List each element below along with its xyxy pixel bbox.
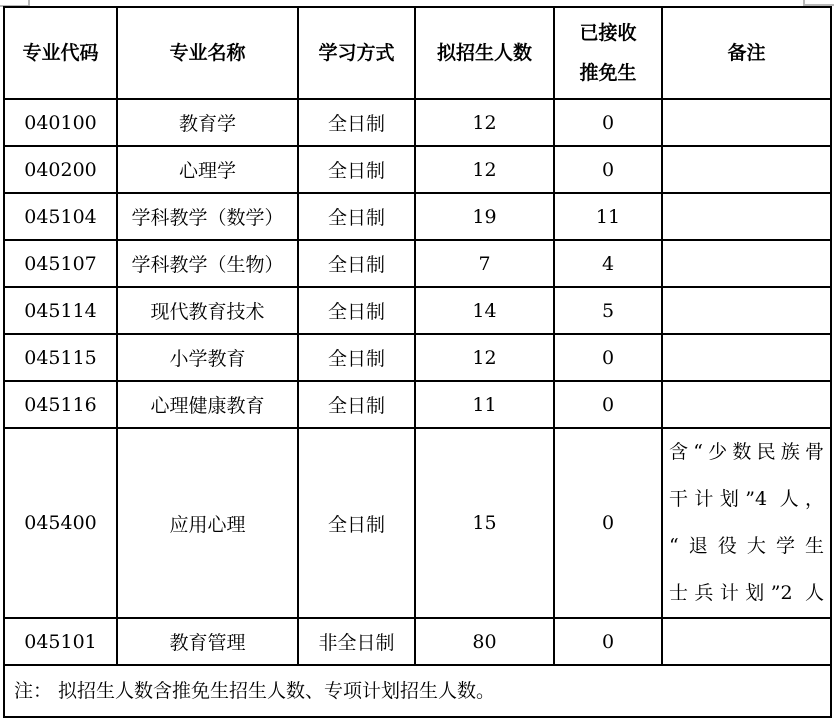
- remark-line: 含“少数民族骨: [669, 441, 824, 463]
- cell-mode: 全日制: [298, 428, 415, 618]
- column-header-planned: [415, 7, 554, 99]
- cell-name: 心理学: [117, 146, 298, 193]
- cell-code: 045104: [4, 193, 117, 240]
- table-body: [4, 99, 831, 665]
- cell-remark: [662, 240, 831, 287]
- cell-code: 045116: [4, 381, 117, 428]
- cell-name: 应用心理: [117, 428, 298, 618]
- column-header-code: [4, 7, 117, 99]
- cell-accepted: 0: [554, 428, 662, 618]
- cell-code: 045101: [4, 618, 117, 665]
- cell-name: 现代教育技术: [117, 287, 298, 334]
- column-header-accepted: [554, 7, 662, 99]
- cell-remark: [662, 618, 831, 665]
- cell-code: 045400: [4, 428, 117, 618]
- cell-mode: 全日制: [298, 146, 415, 193]
- table-row-045116: [4, 381, 831, 428]
- cell-planned: 12: [415, 146, 554, 193]
- cell-accepted: 0: [554, 334, 662, 381]
- cell-accepted: 4: [554, 240, 662, 287]
- column-header-line: 专业名称: [169, 42, 246, 64]
- table-row-045115: [4, 334, 831, 381]
- remark-line: “退役大学生: [669, 535, 824, 557]
- table-footer: [4, 665, 831, 717]
- cell-planned: 19: [415, 193, 554, 240]
- cell-mode: 全日制: [298, 287, 415, 334]
- remark-line: 士兵计划”2 人: [669, 582, 824, 604]
- cell-accepted: 0: [554, 381, 662, 428]
- table-row-045114: [4, 287, 831, 334]
- cell-accepted: 0: [554, 146, 662, 193]
- table-note: 注： 拟招生人数含推免生招生人数、专项计划招生人数。: [4, 665, 831, 717]
- cell-code: 040100: [4, 99, 117, 146]
- cell-accepted: 5: [554, 287, 662, 334]
- cell-planned: 14: [415, 287, 554, 334]
- cell-planned: 7: [415, 240, 554, 287]
- cell-remark: [662, 381, 831, 428]
- cell-accepted: 0: [554, 99, 662, 146]
- cell-planned: 11: [415, 381, 554, 428]
- cell-mode: 全日制: [298, 381, 415, 428]
- column-header-line: 推免生: [579, 62, 637, 84]
- cell-planned: 80: [415, 618, 554, 665]
- column-header-line: 学习方式: [318, 42, 395, 64]
- column-header-line: 专业代码: [22, 42, 99, 64]
- cell-name: 学科教学（数学）: [117, 193, 298, 240]
- cell-name: 教育管理: [117, 618, 298, 665]
- table-row-045101: [4, 618, 831, 665]
- cell-planned: 15: [415, 428, 554, 618]
- cell-code: 045107: [4, 240, 117, 287]
- cell-planned: 12: [415, 99, 554, 146]
- table-row-045400: [4, 428, 831, 618]
- cell-code: 045115: [4, 334, 117, 381]
- table-row-045107: [4, 240, 831, 287]
- cell-remark: [662, 99, 831, 146]
- table-header: [4, 7, 831, 99]
- table-row-040100: [4, 99, 831, 146]
- cell-mode: 全日制: [298, 334, 415, 381]
- note-row: [4, 665, 831, 717]
- cell-name: 学科教学（生物）: [117, 240, 298, 287]
- cell-mode: 非全日制: [298, 618, 415, 665]
- cell-remark: [662, 428, 831, 618]
- cell-name: 小学教育: [117, 334, 298, 381]
- header-row: [4, 7, 831, 99]
- column-header-mode: [298, 7, 415, 99]
- cell-remark: [662, 287, 831, 334]
- table-row-040200: [4, 146, 831, 193]
- table-row-045104: [4, 193, 831, 240]
- cell-remark: [662, 146, 831, 193]
- cell-mode: 全日制: [298, 193, 415, 240]
- cell-remark: [662, 334, 831, 381]
- cell-name: 教育学: [117, 99, 298, 146]
- cell-code: 040200: [4, 146, 117, 193]
- remark-line: 干计划”4 人，: [669, 488, 824, 510]
- cell-planned: 12: [415, 334, 554, 381]
- cell-code: 045114: [4, 287, 117, 334]
- cell-mode: 全日制: [298, 240, 415, 287]
- cell-accepted: 11: [554, 193, 662, 240]
- column-header-name: [117, 7, 298, 99]
- column-header-line: 拟招生人数: [436, 42, 532, 64]
- column-header-line: 备注: [727, 42, 766, 64]
- cell-remark: [662, 193, 831, 240]
- cell-accepted: 0: [554, 618, 662, 665]
- column-header-remark: [662, 7, 831, 99]
- column-header-line: 已接收: [579, 22, 637, 44]
- cell-mode: 全日制: [298, 99, 415, 146]
- enrollment-table: [3, 6, 832, 718]
- cell-name: 心理健康教育: [117, 381, 298, 428]
